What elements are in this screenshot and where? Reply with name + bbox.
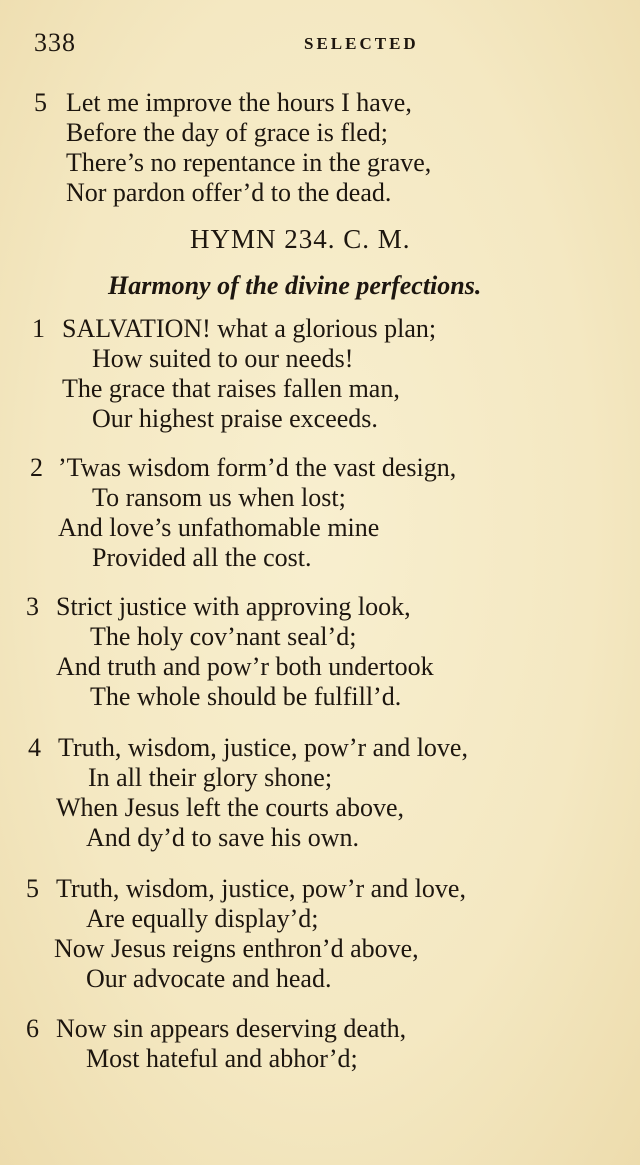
hymn-title: HYMN 234. C. M. xyxy=(190,224,411,254)
stanza-number: 2 xyxy=(30,453,43,482)
stanza-line: Strict justice with approving look, xyxy=(56,592,411,621)
stanza-line: And truth and pow’r both undertook xyxy=(56,652,434,681)
stanza-number: 5 xyxy=(26,874,39,903)
stanza-line: Most hateful and abhor’d; xyxy=(86,1044,358,1073)
stanza-line: How suited to our needs! xyxy=(92,344,354,373)
stanza-number: 6 xyxy=(26,1014,39,1043)
page-number: 338 xyxy=(34,28,76,57)
stanza-line: The holy cov’nant seal’d; xyxy=(90,622,357,651)
stanza-line: SALVATION! what a glorious plan; xyxy=(62,314,437,343)
stanza-line: To ransom us when lost; xyxy=(92,483,346,512)
stanza-line: The whole should be fulfill’d. xyxy=(90,682,402,711)
stanza-line: Truth, wisdom, justice, pow’r and love, xyxy=(56,874,466,903)
stanza-line: Let me improve the hours I have, xyxy=(66,88,412,117)
stanza-line: Now sin appears deserving death, xyxy=(56,1014,407,1043)
stanza-line: When Jesus left the courts above, xyxy=(56,793,405,822)
stanza-line: Truth, wisdom, justice, pow’r and love, xyxy=(58,733,468,762)
stanza-number: 5 xyxy=(34,88,47,117)
stanza-line: And love’s unfathomable mine xyxy=(58,513,380,542)
hymn-subtitle: Harmony of the divine perfections. xyxy=(108,271,482,300)
running-head: SELECTED xyxy=(304,34,419,53)
stanza-line: Provided all the cost. xyxy=(92,543,312,572)
stanza-number: 3 xyxy=(26,592,39,621)
stanza-line: Our highest praise exceeds. xyxy=(92,404,378,433)
stanza-line: Are equally display’d; xyxy=(86,904,319,933)
stanza-line: Now Jesus reigns enthron’d above, xyxy=(54,934,419,963)
stanza-line: Our advocate and head. xyxy=(86,964,332,993)
stanza-line: Nor pardon offer’d to the dead. xyxy=(66,178,392,207)
stanza-number: 4 xyxy=(28,733,41,762)
page-header xyxy=(34,28,606,64)
stanza-line: And dy’d to save his own. xyxy=(86,823,359,852)
stanza-line: Before the day of grace is fled; xyxy=(66,118,388,147)
stanza-line: ’Twas wisdom form’d the vast design, xyxy=(58,453,457,482)
stanza-number: 1 xyxy=(32,314,45,343)
stanza-line: In all their glory shone; xyxy=(88,763,333,792)
stanza-line: There’s no repentance in the grave, xyxy=(66,148,432,177)
stanza-line: The grace that raises fallen man, xyxy=(62,374,400,403)
